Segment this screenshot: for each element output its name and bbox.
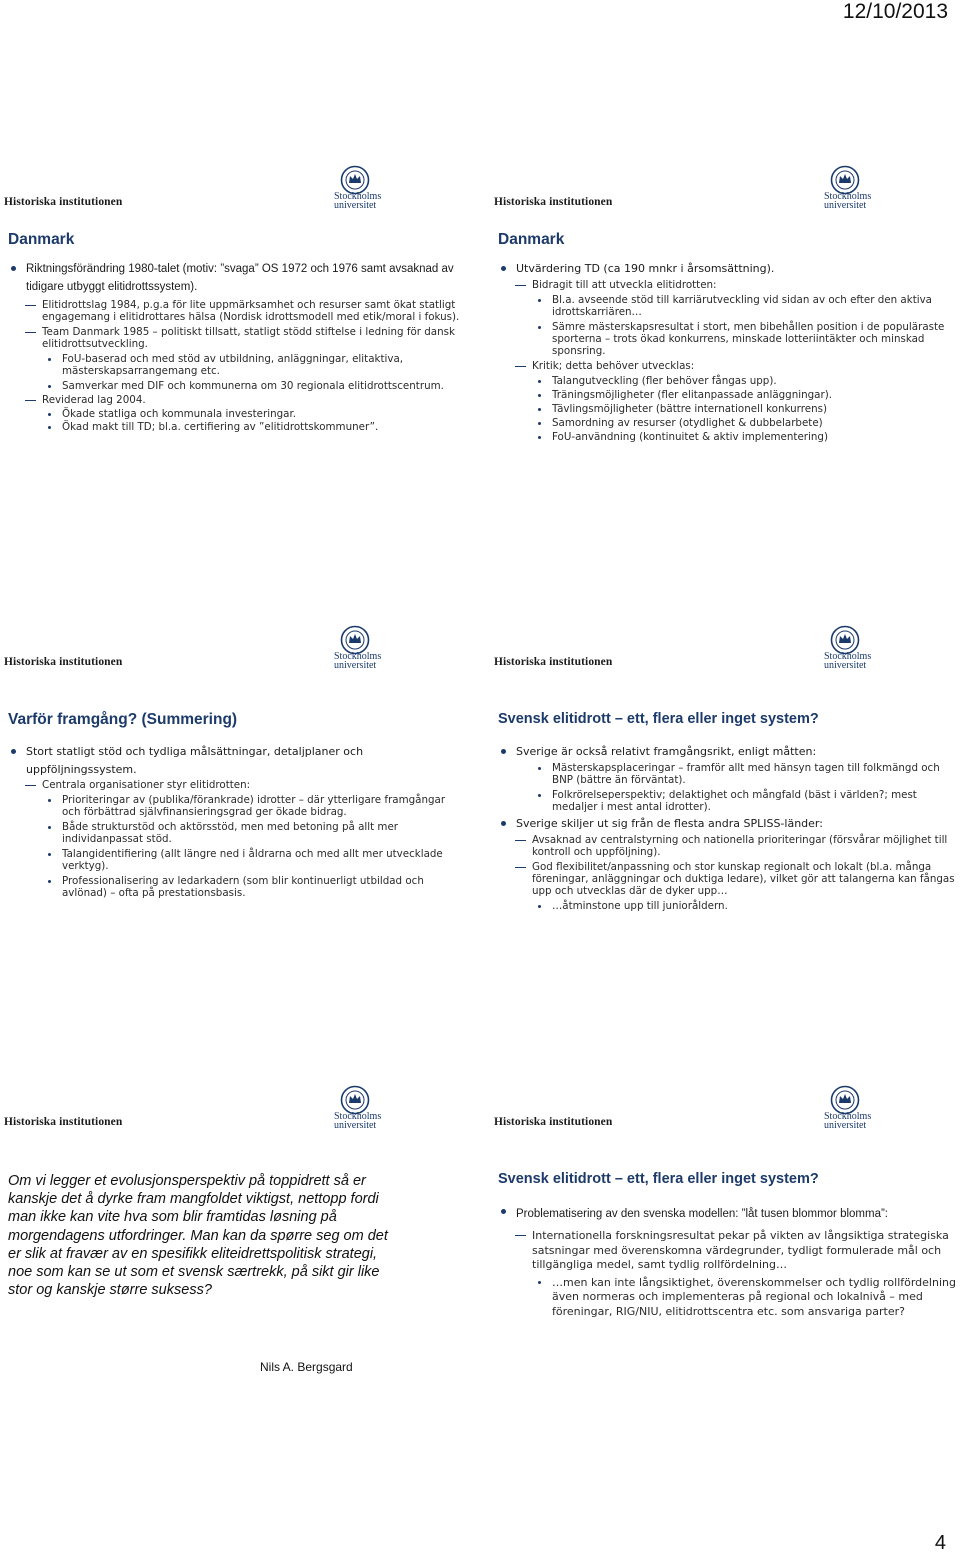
logo-line-1: Stockholms [824,651,872,662]
slide-5 [0,1085,470,1405]
slide-header [490,625,960,675]
slide-title: Svensk elitidrott – ett, flera eller inget system? [498,1171,819,1187]
bullet-l3: Talangutveckling (fler behöver fångas upp). [498,375,956,387]
bullet-l3: Samverkar med DIF och kommunerna om 30 regionala elitidrottscentrum. [8,380,466,392]
logo-line-1: Stockholms [824,191,872,202]
bullet-l2: Team Danmark 1985 – politiskt tillsatt, statligt stödd stiftelse i ledning för dansk elitidrottsutveckling. [8,326,466,350]
bullet-l3: Träningsmöjligheter (fler elitanpassade anläggningar). [498,389,956,401]
bullet-l2: Avsaknad av centralstyrning och nationella prioriteringar (försvårar möjlighet till kontroll och uppföljning). [498,834,956,858]
slide-header [0,1085,470,1135]
institution-label: Historiska institutionen [4,1116,123,1128]
slide-title: Varför framgång? (Summering) [8,711,238,728]
bullet-l3: FoU-baserad och med stöd av utbildning, anläggningar, elitaktiva, mästerskapsarrangemang etc. [8,353,466,377]
bullet-l1: Sverige är också relativt framgångsrikt, enligt måtten: [498,743,956,761]
bullet-l3: Sämre mästerskapsresultat i stort, men bibehållen position i de populäraste sporterna – trots ökad konkurrens, minskade lotteriintäkter och minskad sponsring. [498,321,956,357]
bullet-l3: Prioriteringar av (publika/förankrade) idrotter – där ytterligare framgångar och förbättrad självfinansieringsgrad ger ökade bidrag. [8,794,466,818]
slide-title: Danmark [498,231,565,248]
bullet-l3: Samordning av resurser (otydlighet & dubbelarbete) [498,417,956,429]
slide-header [0,625,470,675]
bullet-l3: Både strukturstöd och aktörsstöd, men med betoning på allt mer individanpassat stöd. [8,821,466,845]
university-logo [822,165,886,215]
logo-line-2: universitet [824,200,867,211]
bullet-l2: Internationella forskningsresultat pekar på vikten av långsiktiga strategiska satsningar med överenskomna värdegrunder, tydligt formulerade mål och tillgängliga medel, samt tydlig rollfördelning… [498,1229,956,1273]
bullet-l3: Ökade statliga och kommunala investeringar. [8,408,466,420]
bullet-l3: …åtminstone upp till junioråldern. [498,900,956,912]
bullet-l3: Professionalisering av ledarkadern (som blir kontinuerligt utbildad och avlönad) – ofta på prestationsbasis. [8,875,466,899]
slide-content [498,1203,956,1320]
logo-line-1: Stockholms [334,191,382,202]
logo-line-2: universitet [824,660,867,671]
slide-2 [490,165,960,485]
slide-4 [490,625,960,945]
bullet-l3: Folkrörelseperspektiv; delaktighet och mångfald (bäst i världen?; mest medaljer i mest antal idrotter). [498,789,956,813]
slide-6 [490,1085,960,1405]
slide-content [498,743,956,913]
bullet-l1: Problematisering av den svenska modellen: ”låt tusen blommor blomma”: [498,1203,956,1225]
slide-content [8,260,466,434]
print-date: 12/10/2013 [842,0,948,23]
university-logo [332,625,396,675]
logo-line-2: universitet [334,660,377,671]
institution-label: Historiska institutionen [494,656,613,668]
logo-line-1: Stockholms [824,1111,872,1122]
bullet-l3: Ökad makt till TD; bl.a. certifiering av ”elitidrottskommuner”. [8,421,466,433]
bullet-l1: Stort statligt stöd och tydliga målsättningar, detaljplaner och uppföljningssystem. [8,743,466,778]
university-logo [822,1085,886,1135]
bullet-l2: Centrala organisationer styr elitidrotten: [8,779,466,791]
institution-label: Historiska institutionen [4,656,123,668]
slide-header [490,165,960,215]
slide-header [0,165,470,215]
bullet-l2: Bidragit till att utveckla elitidrotten: [498,279,956,291]
logo-line-2: universitet [334,1120,377,1131]
bullet-l2: Reviderad lag 2004. [8,394,466,406]
slide-title: Danmark [8,231,75,248]
institution-label: Historiska institutionen [494,1116,613,1128]
university-logo [822,625,886,675]
page-number: 4 [934,1532,946,1554]
slide-1 [0,165,470,485]
bullet-l1: Utvärdering TD (ca 190 mnkr i årsomsättning). [498,260,956,278]
slide-content [8,743,466,900]
university-logo [332,1085,396,1135]
slide-header [490,1085,960,1135]
bullet-l3: Bl.a. avseende stöd till karriärutveckling vid sidan av och efter den aktiva idrottskarriären… [498,294,956,318]
logo-line-1: Stockholms [334,1111,382,1122]
slide-content [498,260,956,444]
bullet-l1: Sverige skiljer ut sig från de flesta andra SPLISS-länder: [498,815,956,833]
quote-text: Om vi legger et evolusjonsperspektiv på toppidrett så er kanskje det å dyrke fram mangfoldet viktigst, nettopp fordi man ikke kan vite hva som blir framtidas løsning på morgendagens utfordringer. Man kan da spørre seg om det er slik at fravær av en spesifikk eliteidrettspolitisk strategi, noe som kan se ut som et svensk særtrekk, på sikt gir like stor og kanskje større suksess? [8,1173,388,1299]
slide-3 [0,625,470,945]
bullet-l3: Mästerskapsplaceringar – framför allt med hänsyn tagen till folkmängd och BNP (bättre än förväntat). [498,762,956,786]
bullet-l2: God flexibilitet/anpassning och stor kunskap regionalt och lokalt (bl.a. många föreningar, anläggningar och duktiga ledare), vilket gör att talangerna kan fångas upp och utvecklas där de dyker upp… [498,861,956,897]
slide-title: Svensk elitidrott – ett, flera eller inget system? [498,711,819,727]
bullet-l2: Kritik; detta behöver utvecklas: [498,360,956,372]
bullet-l3: FoU-användning (kontinuitet & aktiv implementering) [498,431,956,443]
bullet-l2: Elitidrottslag 1984, p.g.a för lite uppmärksamhet och resurser samt ökat statligt engagemang i elitidrottares hälsa (Nordisk idrottsmodell med etik/moral i fokus). [8,299,466,323]
bullet-l1: Riktningsförändring 1980-talet (motiv: ”svaga” OS 1972 och 1976 samt avsaknad av tidigare utbyggt elitidrottssystem). [8,260,466,296]
institution-label: Historiska institutionen [4,196,123,208]
quote-author: Nils A. Bergsgard [260,1360,353,1374]
bullet-l3: Talangidentifiering (allt längre ned i åldrarna och med allt mer utvecklade verktyg). [8,848,466,872]
logo-line-2: universitet [334,200,377,211]
logo-line-2: universitet [824,1120,867,1131]
institution-label: Historiska institutionen [494,196,613,208]
logo-line-1: Stockholms [334,651,382,662]
university-logo [332,165,396,215]
bullet-l3: …men kan inte långsiktighet, överenskommelser och tydlig rollfördelning även normeras och implementeras på regional och lokalnivå – med föreningar, RIG/NIU, elitidrottscentra etc. som ansvariga parter? [498,1276,956,1320]
bullet-l3: Tävlingsmöjligheter (bättre internationell konkurrens) [498,403,956,415]
